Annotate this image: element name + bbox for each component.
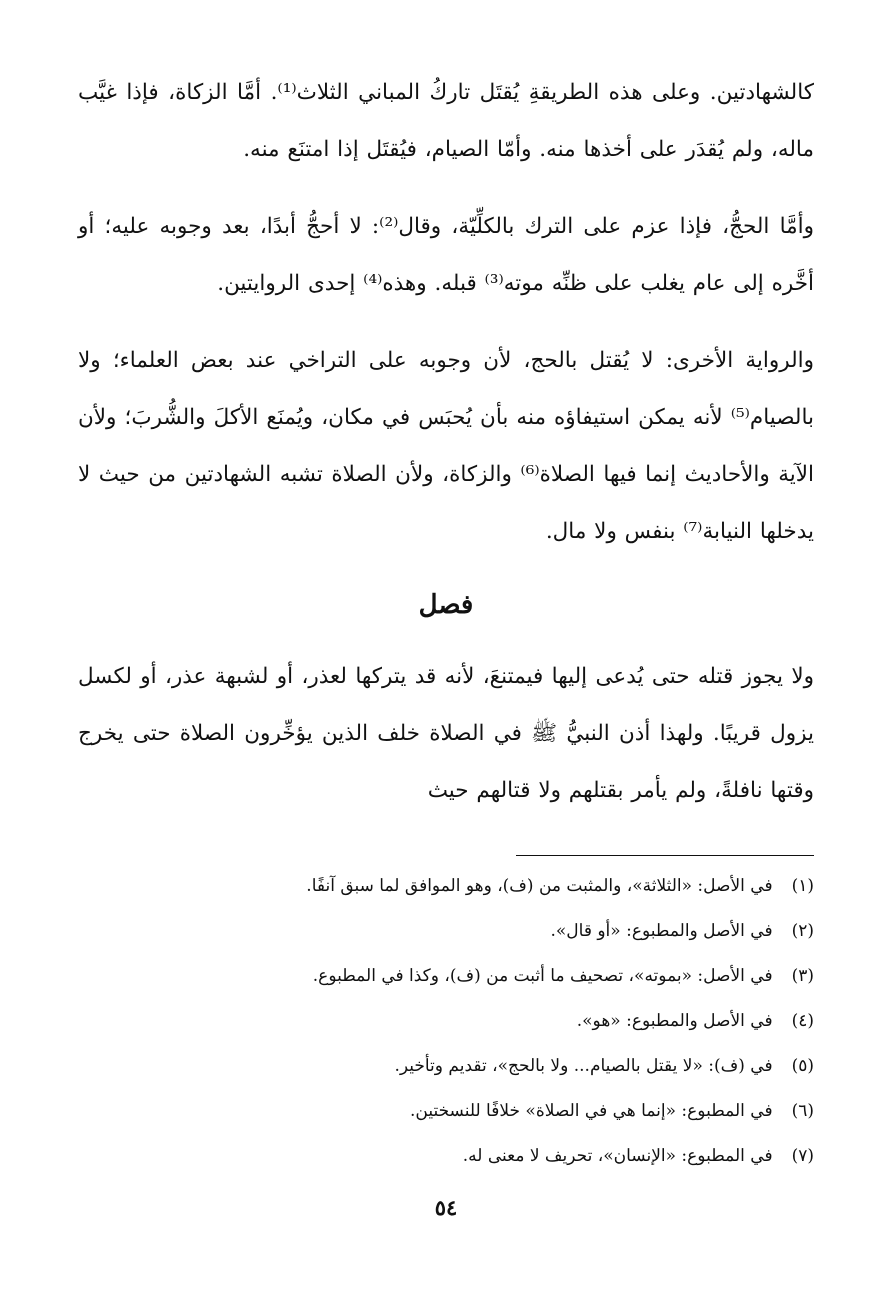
footnote-number: (٦) [791,1101,814,1121]
section-heading: فصل [418,590,474,620]
footnote-item [78,1134,814,1179]
footnote-text: في الأصل والمطبوع: «أو قال». [550,921,773,941]
paragraph-2: وأمَّا الحجُّ، فإذا عزم على الترك بالكلِّيّة، وقال⁽²⁾: لا أحجُّ أبدًا، بعد وجوبه عليه؛ أو أخَّره إلى عام يغلب على ظنِّه موته⁽³⁾ قبله. وهذه⁽⁴⁾ إحدى الروايتين. [78,214,814,296]
footnote-item [78,1044,814,1089]
footnote-text: في المطبوع: «إنما هي في الصلاة» خلافًا للنسختين. [409,1101,773,1121]
footnotes-list [78,864,814,1179]
footnote-number: (٥) [791,1056,814,1076]
paragraph-1: كالشهادتين. وعلى هذه الطريقةِ يُقتَل تاركُ المباني الثلاث⁽¹⁾. أمَّا الزكاة، فإذا غيَّب ماله، ولم يُقدَر على أخذها منه. وأمّا الصيام، فيُقتَل إذا امتنَع منه. [78,80,814,162]
footnote-text: في الأصل: «الثلاثة»، والمثبت من (ف)، وهو الموافق لما سبق آنفًا. [306,876,773,896]
footnote-text: في (ف): «لا يقتل بالصيام... ولا بالحج»، تقديم وتأخير. [394,1056,773,1076]
footnote-item [78,1089,814,1134]
paragraph-3: والرواية الأخرى: لا يُقتل بالحج، لأن وجوبه على التراخي عند بعض العلماء؛ ولا بالصيام⁽⁵⁾ لأنه يمكن استيفاؤه منه بأن يُحبَس في مكان، ويُمنَع الأكلَ والشُّربَ؛ ولأن الآية والأحاديث إنما فيها الصلاة⁽⁶⁾ والزكاة، ولأن الصلاة تشبه الشهادتين من حيث لا يدخلها النيابة⁽⁷⁾ بنفس ولا مال. [78,348,814,544]
section-paragraph: ولا يجوز قتله حتى يُدعى إليها فيمتنعَ، لأنه قد يتركها لعذر، أو لشبهة عذر، أو لكسل يزول قريبًا. ولهذا أذن النبيُّ ﷺ في الصلاة خلف الذين يؤخِّرون الصلاة حتى يخرج وقتها نافلةً، ولم يأمر بقتلهم ولا قتالهم حيث [78,664,814,803]
footnote-item [78,999,814,1044]
footnote-number: (١) [791,876,814,896]
main-text [78,64,814,839]
footnote-number: (٤) [791,1011,814,1031]
footnote-number: (٧) [791,1146,814,1166]
footnote-number: (٢) [791,921,814,941]
footnote-item [78,909,814,954]
page-number: ٥٤ [434,1195,458,1220]
footnote-item [78,864,814,909]
footnote-separator [516,855,814,856]
footnote-text: في الأصل: «بموته»، تصحيف ما أثبت من (ف)، وكذا في المطبوع. [312,966,773,986]
footnote-text: في الأصل والمطبوع: «هو». [576,1011,773,1031]
footnote-text: في المطبوع: «الإنسان»، تحريف لا معنى له. [462,1146,773,1166]
footnote-item [78,954,814,999]
footnote-number: (٣) [791,966,814,986]
